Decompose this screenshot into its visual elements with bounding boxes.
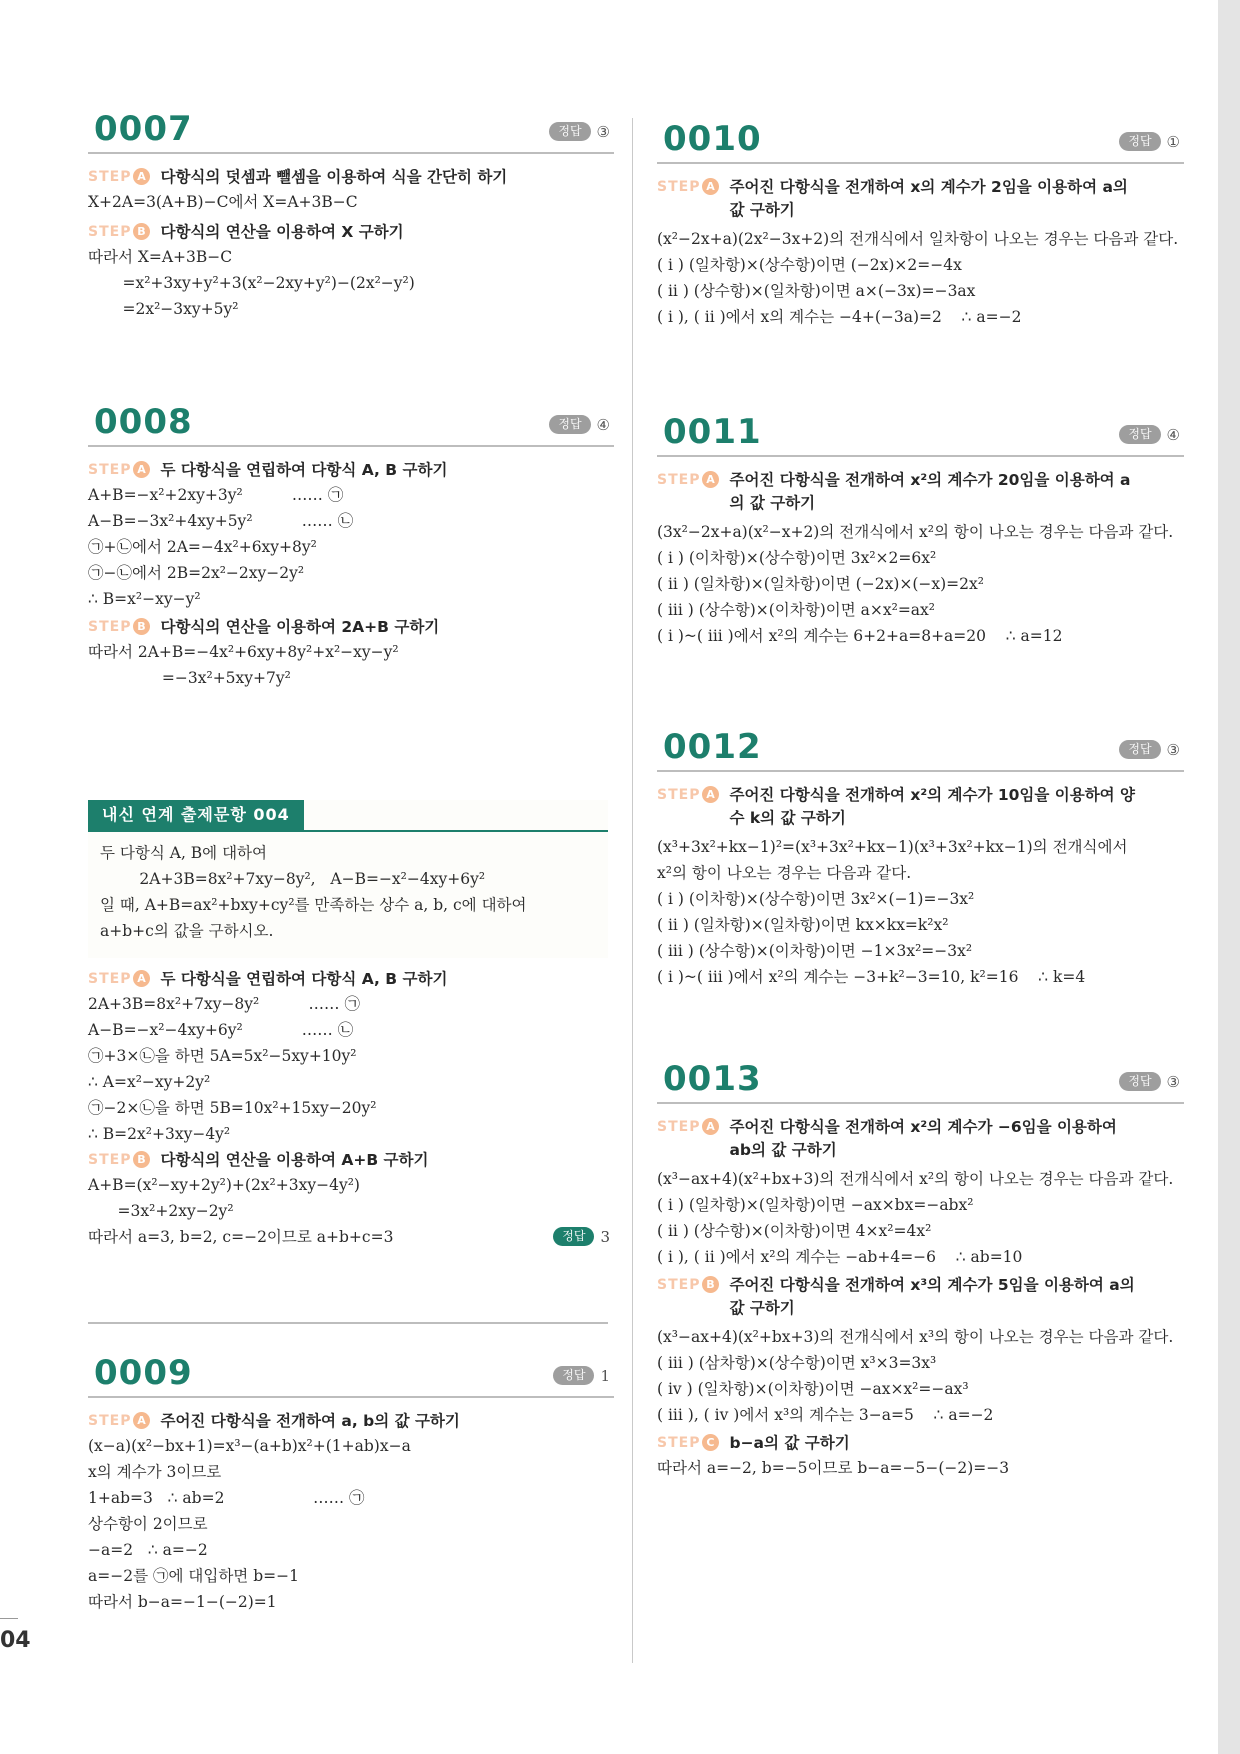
solution-line: 1+ab=3 ∴ ab=2 …… ㉠ [88, 1489, 365, 1507]
solution-line: ( i ) (이차항)×(상수항)이면 3x²×2=6x² [657, 549, 937, 567]
problem-0011 [657, 405, 1184, 649]
problem-header [88, 395, 614, 447]
solution-line: A−B=−x²−4xy+6y² …… ㉡ [88, 1021, 354, 1039]
answer-value: ④ [596, 415, 610, 434]
solution-line: ( iii ) (상수항)×(이차항)이면 −1×3x²=−3x² [657, 942, 973, 960]
solution-line: =x²+3xy+y²+3(x²−2xy+y²)−(2x²−y²) [88, 274, 415, 292]
question-line: 일 때, A+B=ax²+bxy+cy²를 만족하는 상수 a, b, c에 대하여 [100, 896, 527, 914]
page-number: 04 [0, 1628, 31, 1653]
problem-number: 0009 [94, 1353, 193, 1393]
box-label: 내신 연계 출제문항 004 [88, 800, 304, 830]
solution-line: ( iii ), ( iv )에서 x³의 계수는 3−a=5 ∴ a=−2 [657, 1406, 994, 1424]
problem-0010 [657, 112, 1184, 330]
step-label: STEP A [657, 469, 719, 492]
question-line: 2A+3B=8x²+7xy−8y², A−B=−x²−4xy+6y² [100, 870, 486, 888]
solution-line: ( i ), ( ii )에서 x²의 계수는 −ab+4=−6 ∴ ab=10 [657, 1248, 1023, 1266]
step-heading [88, 1410, 614, 1433]
answer-tag [1119, 740, 1180, 759]
answer-value: ③ [596, 122, 610, 141]
solution-line: 2A+3B=8x²+7xy−8y² …… ㉠ [88, 995, 360, 1013]
answer-badge: 정답 [553, 1227, 594, 1246]
step-title: 두 다항식을 연립하여 다항식 A, B 구하기 [160, 970, 448, 988]
answer-badge: 정답 [1119, 425, 1160, 444]
step-title: 다항식의 연산을 이용하여 X 구하기 [160, 223, 404, 241]
step-title: b−a의 값 구하기 [729, 1434, 850, 1452]
step-label: STEP B [88, 221, 150, 244]
problem-header [657, 405, 1184, 457]
solution-line: ∴ B=x²−xy−y² [88, 590, 201, 608]
solution-line: 상수항이 2이므로 [88, 1515, 208, 1533]
step-label: STEP A [88, 968, 150, 991]
question-line: 두 다항식 A, B에 대하여 [100, 844, 268, 862]
solution-line: ( i ), ( ii )에서 x의 계수는 −4+(−3a)=2 ∴ a=−2 [657, 308, 1022, 326]
answer-value: ③ [1166, 740, 1180, 759]
solution-line: ㉠−㉡에서 2B=2x²−2xy−2y² [88, 564, 305, 582]
box-bottom-rule [88, 1322, 608, 1324]
step-heading [657, 1274, 1184, 1320]
answer-tag [553, 1227, 610, 1246]
solution-line: (x²−2x+a)(2x²−3x+2)의 전개식에서 일차항이 나오는 경우는 다음과 같다. [657, 230, 1179, 248]
answer-tag [553, 1366, 610, 1385]
solution-line: ( i ) (일차항)×(상수항)이면 (−2x)×2=−4x [657, 256, 962, 274]
answer-tag [1119, 1072, 1180, 1091]
answer-tag [549, 415, 610, 434]
page-edge [1218, 0, 1240, 1754]
solution-line: ( i )~( iii )에서 x²의 계수는 6+2+a=8+a=20 ∴ a=12 [657, 627, 1063, 645]
final-line [88, 1224, 614, 1250]
answer-value: ④ [1166, 425, 1180, 444]
solution-line: ㉠+㉡에서 2A=−4x²+6xy+8y² [88, 538, 317, 556]
solution-line: (x³+3x²+kx−1)²=(x³+3x²+kx−1)(x³+3x²+kx−1)의 전개식에서 [657, 838, 1128, 856]
answer-value: 3 [600, 1227, 610, 1246]
step-heading [88, 459, 614, 482]
problem-number: 0008 [94, 402, 193, 442]
solution-line: (x³−ax+4)(x²+bx+3)의 전개식에서 x³의 항이 나오는 경우는 다음과 같다. [657, 1328, 1174, 1346]
column-divider [632, 118, 633, 1663]
question-line: a+b+c의 값을 구하시오. [100, 922, 274, 940]
step-heading [657, 1432, 1184, 1455]
solution-line: 따라서 a=3, b=2, c=−2이므로 a+b+c=3 [88, 1228, 394, 1246]
solution-line: X+2A=3(A+B)−C에서 X=A+3B−C [88, 193, 358, 211]
problem-header [88, 1346, 614, 1398]
solution-line: ( iii ) (삼차항)×(상수항)이면 x³×3=3x³ [657, 1354, 937, 1372]
solution-line: ( i ) (이차항)×(상수항)이면 3x²×(−1)=−3x² [657, 890, 975, 908]
solution-line: =2x²−3xy+5y² [88, 300, 239, 318]
step-title: 다항식의 연산을 이용하여 2A+B 구하기 [160, 618, 440, 636]
solution-line: A+B=−x²+2xy+3y² …… ㉠ [88, 486, 344, 504]
solution-line: ( i )~( iii )에서 x²의 계수는 −3+k²−3=10, k²=16 ∴ k=4 [657, 968, 1086, 986]
solution-line: ㉠−2×㉡을 하면 5B=10x²+15xy−20y² [88, 1099, 377, 1117]
problem-header [657, 1052, 1184, 1104]
problem-header [657, 112, 1184, 164]
solution-line: ( iii ) (상수항)×(이차항)이면 a×x²=ax² [657, 601, 936, 619]
answer-tag [1119, 132, 1180, 151]
problem-0007 [88, 102, 614, 322]
step-heading [88, 616, 614, 639]
step-heading [88, 968, 614, 991]
answer-badge: 정답 [1119, 1072, 1160, 1091]
step-label: STEP B [88, 616, 150, 639]
step-heading [88, 166, 614, 189]
solution-line: ∴ B=2x²+3xy−4y² [88, 1125, 231, 1143]
problem-0008 [88, 395, 614, 691]
step-title: 다항식의 덧셈과 뺄셈을 이용하여 식을 간단히 하기 [160, 168, 508, 186]
solution-line: A+B=(x²−xy+2y²)+(2x²+3xy−4y²) [88, 1176, 360, 1194]
solution-line: ㉠+3×㉡을 하면 5A=5x²−5xy+10y² [88, 1047, 357, 1065]
step-title: 주어진 다항식을 전개하여 x의 계수가 2임을 이용하여 a의 값 구하기 [729, 178, 1128, 219]
solution-line: ( ii ) (일차항)×(일차항)이면 kx×kx=k²x² [657, 916, 949, 934]
problem-number: 0012 [663, 727, 762, 767]
answer-value: ③ [1166, 1072, 1180, 1091]
step-title: 주어진 다항식을 전개하여 x²의 계수가 −6임을 이용하여 ab의 값 구하기 [729, 1118, 1117, 1159]
solution-line: 따라서 X=A+3B−C [88, 248, 233, 266]
step-label: STEP A [657, 176, 719, 199]
problem-0009 [88, 1346, 614, 1615]
solution-line: ( iv ) (일차항)×(이차항)이면 −ax×x²=−ax³ [657, 1380, 969, 1398]
box-header [88, 800, 608, 832]
step-title: 주어진 다항식을 전개하여 x²의 계수가 20임을 이용하여 a의 값 구하기 [729, 471, 1131, 512]
step-heading [657, 469, 1184, 515]
solution-line: (x³−ax+4)(x²+bx+3)의 전개식에서 x²의 항이 나오는 경우는 다음과 같다. [657, 1170, 1174, 1188]
answer-badge: 정답 [549, 415, 590, 434]
step-label: STEP B [88, 1149, 150, 1172]
step-title: 두 다항식을 연립하여 다항식 A, B 구하기 [160, 461, 448, 479]
box-solution [88, 968, 614, 1250]
problem-number: 0007 [94, 109, 193, 149]
solution-line: x의 계수가 3이므로 [88, 1463, 222, 1481]
answer-tag [549, 122, 610, 141]
solution-line: ∴ A=x²−xy+2y² [88, 1073, 211, 1091]
answer-badge: 정답 [549, 122, 590, 141]
step-label: STEP A [88, 166, 150, 189]
solution-line: 따라서 2A+B=−4x²+6xy+8y²+x²−xy−y² [88, 643, 399, 661]
step-label: STEP A [657, 1116, 719, 1139]
solution-line: a=−2를 ㉠에 대입하면 b=−1 [88, 1567, 299, 1585]
solution-line: =3x²+2xy−2y² [88, 1202, 234, 1220]
step-title: 주어진 다항식을 전개하여 x³의 계수가 5임을 이용하여 a의 값 구하기 [729, 1276, 1135, 1317]
problem-0013 [657, 1052, 1184, 1481]
step-heading [88, 221, 614, 244]
step-title: 다항식의 연산을 이용하여 A+B 구하기 [160, 1151, 429, 1169]
solution-line: 따라서 b−a=−1−(−2)=1 [88, 1593, 277, 1611]
problem-header [657, 720, 1184, 772]
step-title: 주어진 다항식을 전개하여 x²의 계수가 10임을 이용하여 양수 k의 값 구하기 [729, 786, 1136, 827]
step-heading [657, 1116, 1184, 1162]
answer-badge: 정답 [553, 1366, 594, 1385]
step-heading [657, 784, 1184, 830]
solution-line: ( i ) (일차항)×(일차항)이면 −ax×bx=−abx² [657, 1196, 974, 1214]
problem-0012 [657, 720, 1184, 990]
answer-tag [1119, 425, 1180, 444]
solution-line: =−3x²+5xy+7y² [88, 669, 291, 687]
solution-line: 따라서 a=−2, b=−5이므로 b−a=−5−(−2)=−3 [657, 1459, 1010, 1477]
solution-line: ( ii ) (상수항)×(이차항)이면 4×x²=4x² [657, 1222, 932, 1240]
step-label: STEP A [657, 784, 719, 807]
solution-line: (x−a)(x²−bx+1)=x³−(a+b)x²+(1+ab)x−a [88, 1437, 411, 1455]
step-label: STEP B [657, 1274, 719, 1297]
answer-badge: 정답 [1119, 132, 1160, 151]
solution-line: −a=2 ∴ a=−2 [88, 1541, 208, 1559]
page-number-rule [0, 1618, 18, 1619]
solution-line: x²의 항이 나오는 경우는 다음과 같다. [657, 864, 912, 882]
answer-value: ① [1166, 132, 1180, 151]
step-heading [88, 1149, 614, 1172]
solution-line: ( ii ) (상수항)×(일차항)이면 a×(−3x)=−3ax [657, 282, 976, 300]
box-question [88, 832, 608, 958]
problem-number: 0010 [663, 119, 762, 159]
answer-value: 1 [600, 1366, 610, 1385]
step-label: STEP A [88, 459, 150, 482]
problem-header [88, 102, 614, 154]
linked-exam-problem-box [88, 800, 608, 958]
answer-badge: 정답 [1119, 740, 1160, 759]
problem-number: 0013 [663, 1059, 762, 1099]
solution-line: A−B=−3x²+4xy+5y² …… ㉡ [88, 512, 354, 530]
solution-line: (3x²−2x+a)(x²−x+2)의 전개식에서 x²의 항이 나오는 경우는 다음과 같다. [657, 523, 1174, 541]
step-title: 주어진 다항식을 전개하여 a, b의 값 구하기 [160, 1412, 460, 1430]
problem-number: 0011 [663, 412, 762, 452]
step-label: STEP C [657, 1432, 719, 1455]
step-heading [657, 176, 1184, 222]
step-label: STEP A [88, 1410, 150, 1433]
solution-line: ( ii ) (일차항)×(일차항)이면 (−2x)×(−x)=2x² [657, 575, 984, 593]
